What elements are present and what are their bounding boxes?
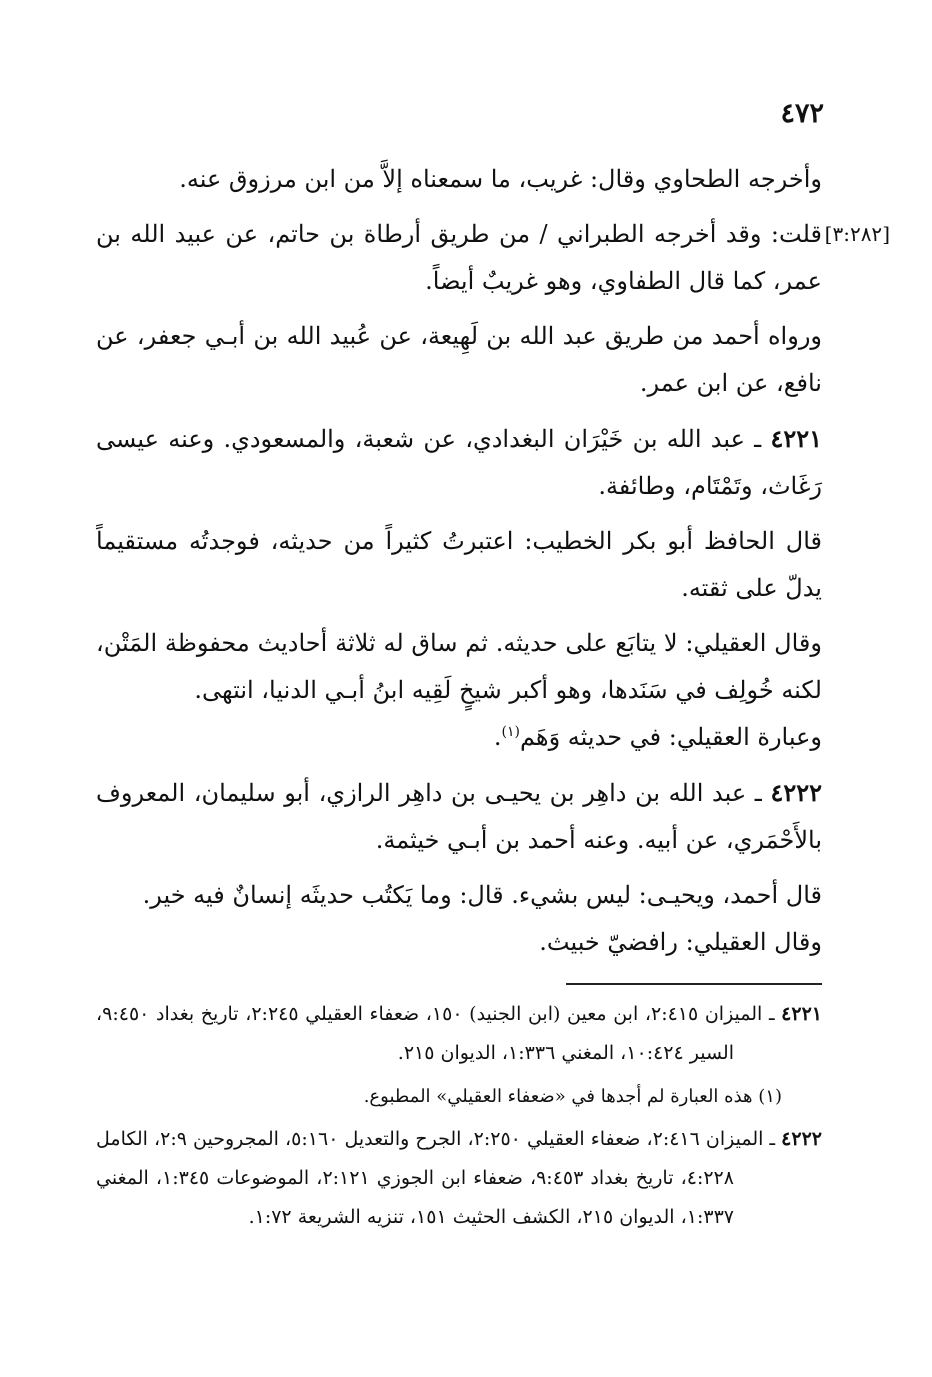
footnote-divider [566, 983, 822, 985]
paragraph: وقال العقيلي: رافضيّ خبيث. [539, 928, 822, 956]
footnote-marker: (١) [501, 724, 520, 740]
note-line-end: . [493, 723, 502, 751]
entry-text: ـ عبد الله بن خَيْرَان البغدادي، عن شعبة، والمسعودي. وعنه عيسى رَغَاث، وتَمْتَام، وطائفة. [96, 425, 822, 500]
entry-heading [96, 769, 822, 864]
footnote-text: ـ الميزان ٢:٤١٥، ابن معين (ابن الجنيد) ١٥٠، ضعفاء العقيلي ٢:٢٤٥، تاريخ بغداد ٩:٤٥٠، السير ١٠:٤٢٤، المغني ١:٣٣٦، الديوان ٢١٥. [96, 1003, 775, 1064]
entry-number: ٤٢٢٢ [770, 778, 822, 807]
footnote [96, 1120, 822, 1237]
paragraph: قال أحمد، ويحيـى: ليس بشيء. قال: وما يَكتُب حديثَه إنسانٌ فيه خير. [142, 881, 822, 909]
entry-number: ٤٢٢١ [770, 424, 822, 453]
footnote [96, 995, 822, 1073]
footnote-number: (١) [758, 1086, 782, 1107]
footnotes [96, 995, 822, 1241]
footnote [96, 1077, 822, 1116]
entry-text: ـ عبد الله بن داهِر بن يحيـى بن داهِر الرازي، أبو سليمان، المعروف بالأَحْمَري، عن أبيه. وعنه أحمد بن أبـي خيثمة. [96, 779, 822, 854]
note-line [96, 714, 822, 761]
footnote-number: ٤٢٢١ [781, 1003, 822, 1025]
footnote-text: ـ الميزان ٢:٤١٦، ضعفاء العقيلي ٢:٢٥٠، الجرح والتعديل ٥:١٦٠، المجروحين ٢:٩، الكامل ٤:٢٢٨، تاريخ بغداد ٩:٤٥٣، ضعفاء ابن الجوزي ٢:١٢١، الموضوعات ١:٣٤٥، المغني ١:٣٣٧، الديوان ٢١٥، الكشف الحثيث ١٥١، تنزيه الشريعة ١:٧٢. [96, 1128, 776, 1228]
footnote-number: ٤٢٢٢ [781, 1128, 822, 1150]
paragraph: قال الحافظ أبو بكر الخطيب: اعتبرتُ كثيراً من حديثه، فوجدتُه مستقيماً يدلّ على ثقته. [96, 527, 822, 602]
page-number: ٤٧٢ [780, 98, 824, 129]
paragraph: قلت: وقد أخرجه الطبراني / من طريق أرطاة بن حاتم، عن عبيد الله بن عمر، كما قال الطفاوي، وهو غريبٌ أيضاً. [96, 220, 822, 295]
side-reference: [٣:٢٨٢] [824, 222, 890, 246]
paragraph: وأخرجه الطحاوي وقال: غريب، ما سمعناه إلاَّ من ابن مرزوق عنه. [179, 165, 822, 193]
paragraph: ورواه أحمد من طريق عبد الله بن لَهِيعة، عن عُبيد الله بن أبـي جعفر، عن نافع، عن ابن عمر. [96, 322, 822, 397]
footnote-text: هذه العبارة لم أجدها في «ضعفاء العقيلي» المطبوع. [363, 1086, 753, 1107]
entry-heading [96, 415, 822, 510]
note-line-text: وعبارة العقيلي: في حديثه وَهَم [519, 723, 822, 751]
paragraph: وقال العقيلي: لا يتابَع على حديثه. ثم ساق له ثلاثة أحاديث محفوظة المَتْن، لكنه خُولِف في سَنَدها، وهو أكبر شيخٍ لَقِيه ابنُ أبـي الدنيا، انتهى. [96, 629, 822, 704]
main-text [96, 156, 822, 974]
